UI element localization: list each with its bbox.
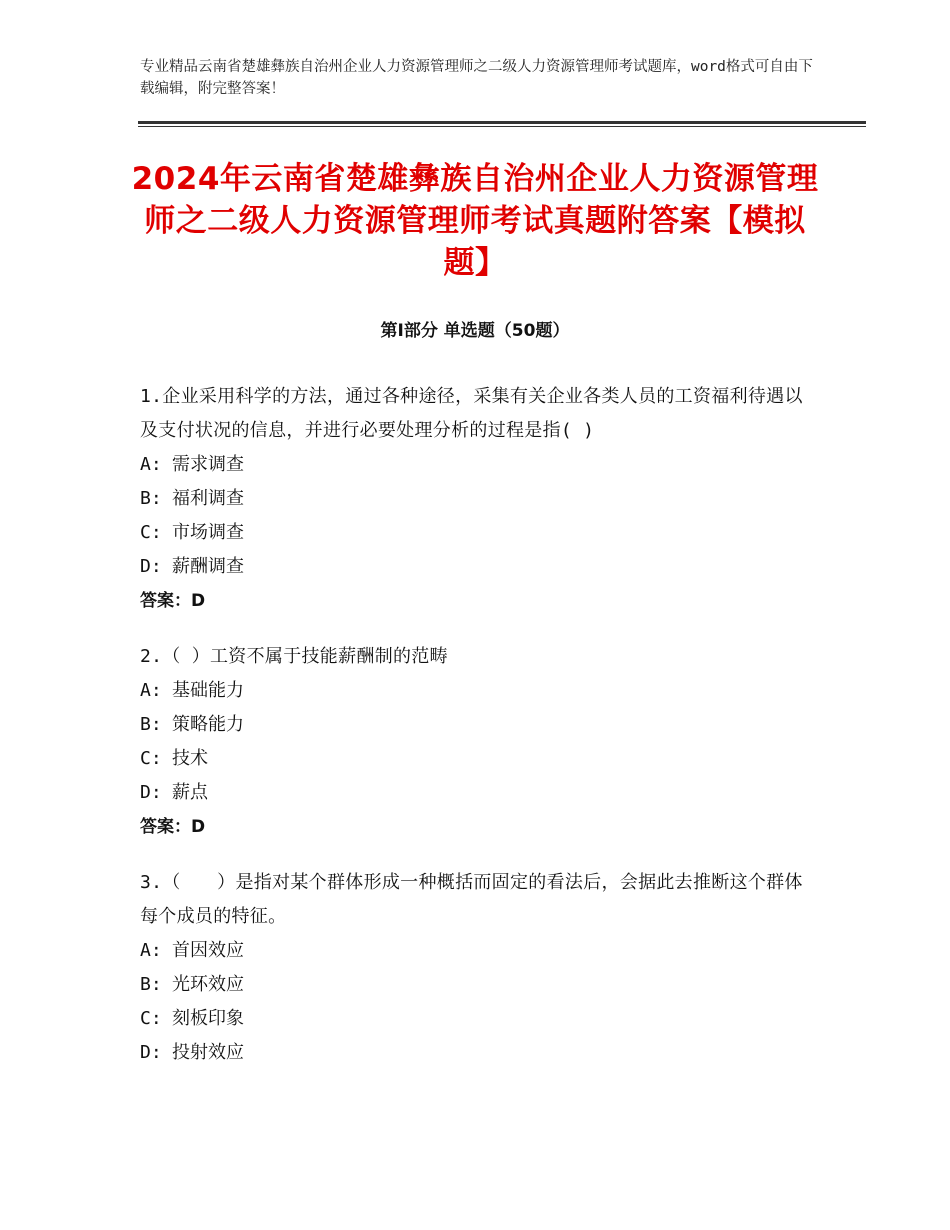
option-c <box>140 1002 810 1036</box>
option-a <box>140 448 810 482</box>
section-heading: 第Ⅰ部分 单选题（50题） <box>380 321 570 341</box>
option-text: 需求调查 <box>172 454 244 475</box>
option-letter: C: <box>140 1008 162 1029</box>
question-stem: 1.企业采用科学的方法，通过各种途径，采集有关企业各类人员的工资福利待遇以及支付状况的信息，并进行必要处理分析的过程是指( ) <box>140 386 803 441</box>
question-list <box>140 380 810 1092</box>
option-text: 光环效应 <box>172 974 244 995</box>
question-1 <box>140 380 810 618</box>
option-text: 投射效应 <box>172 1042 244 1063</box>
option-text: 基础能力 <box>172 680 244 701</box>
answer-line: 答案：D <box>140 591 206 611</box>
option-text: 薪点 <box>172 782 208 803</box>
option-b <box>140 968 810 1002</box>
answer-line: 答案：D <box>140 817 206 837</box>
option-a <box>140 934 810 968</box>
option-letter: C: <box>140 522 162 543</box>
option-letter: D: <box>140 556 162 577</box>
option-text: 首因效应 <box>172 940 244 961</box>
option-letter: C: <box>140 748 162 769</box>
header-divider-thin <box>138 126 866 127</box>
option-a <box>140 674 810 708</box>
option-text: 策略能力 <box>172 714 244 735</box>
question-3 <box>140 866 810 1070</box>
option-letter: A: <box>140 454 162 475</box>
option-letter: D: <box>140 782 162 803</box>
option-d <box>140 1036 810 1070</box>
option-text: 市场调查 <box>172 522 244 543</box>
question-stem: 3.（ ）是指对某个群体形成一种概括而固定的看法后，会据此去推断这个群体每个成员的特征。 <box>140 872 803 927</box>
option-letter: A: <box>140 680 162 701</box>
option-text: 福利调查 <box>172 488 244 509</box>
option-letter: D: <box>140 1042 162 1063</box>
option-b <box>140 482 810 516</box>
option-letter: A: <box>140 940 162 961</box>
question-2 <box>140 640 810 844</box>
header-note: 专业精品云南省楚雄彝族自治州企业人力资源管理师之二级人力资源管理师考试题库，word格式可自由下载编辑，附完整答案！ <box>140 59 813 97</box>
option-text: 刻板印象 <box>172 1008 244 1029</box>
option-d <box>140 776 810 810</box>
header-divider-thick <box>138 121 866 124</box>
option-c <box>140 742 810 776</box>
option-c <box>140 516 810 550</box>
question-stem: 2.（ ）工资不属于技能薪酬制的范畴 <box>140 646 448 667</box>
document-title: 2024年云南省楚雄彝族自治州企业人力资源管理师之二级人力资源管理师考试真题附答案【模拟题】 <box>131 161 819 281</box>
option-letter: B: <box>140 714 162 735</box>
option-d <box>140 550 810 584</box>
option-text: 薪酬调查 <box>172 556 244 577</box>
option-text: 技术 <box>172 748 208 769</box>
option-letter: B: <box>140 488 162 509</box>
option-letter: B: <box>140 974 162 995</box>
option-b <box>140 708 810 742</box>
